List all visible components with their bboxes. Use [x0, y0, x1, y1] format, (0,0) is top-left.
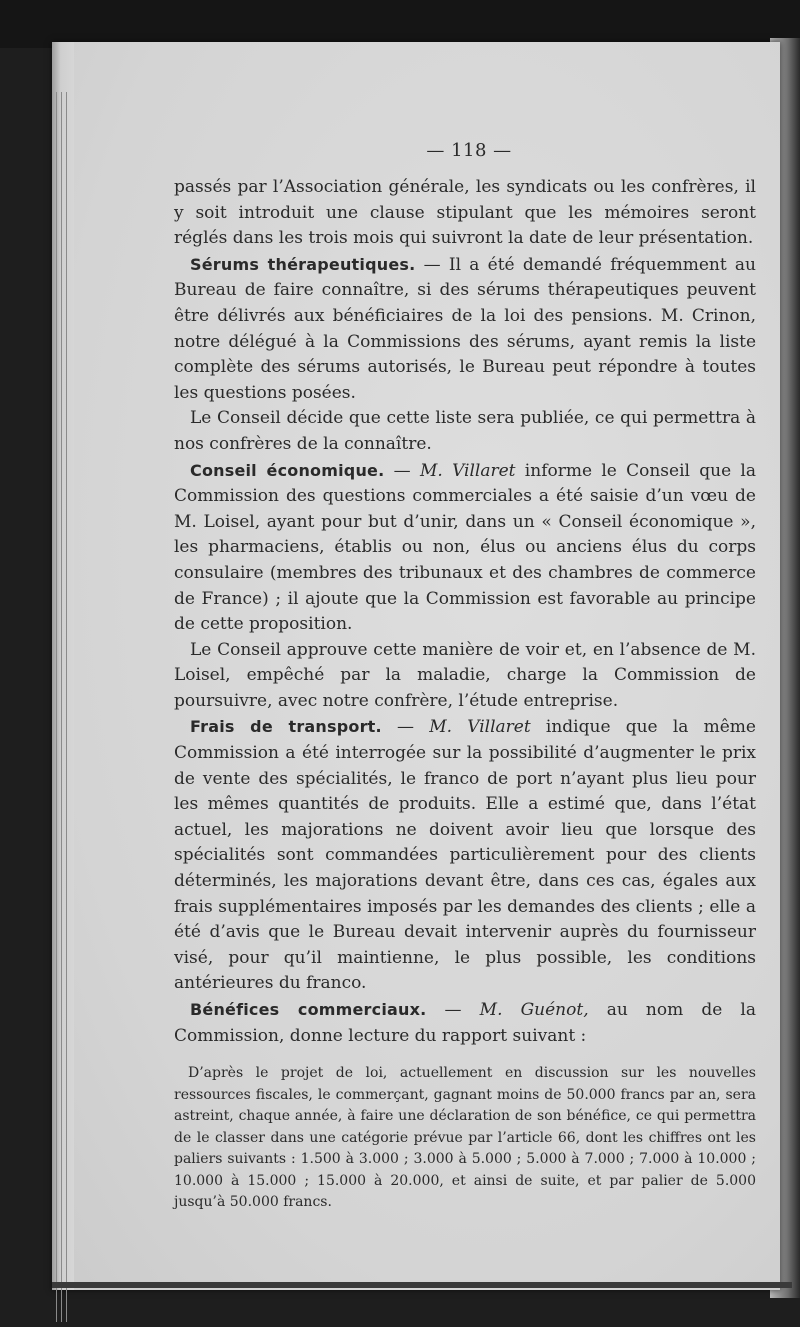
- person-name: M. Villaret: [419, 460, 516, 481]
- page-content: [174, 140, 756, 1214]
- paragraph-conseil-economique: [174, 458, 756, 638]
- dash: —: [426, 1000, 480, 1020]
- paragraph-serums: [174, 252, 756, 407]
- paragraph-benefices: [174, 997, 756, 1049]
- paragraph-serums-text: — Il a été demandé fréquemment au Bureau de faire connaître, si des sérums thérapeutiques peuvent être délivrés aux bénéficiaires de la loi des pensions. M. Crinon, notre délégué à la Commissions des sérums, ayant remis la liste complète des sérums autorisés, le Bureau peut répondre à toutes les questions posées.: [174, 254, 756, 403]
- paragraph-conseil-approuve: Le Conseil approuve cette manière de voir et, en l’absence de M. Loisel, empêché par la maladie, charge la Commission de poursuivre, avec notre confrère, l’étude entreprise.: [174, 639, 756, 711]
- gutter-line: [66, 92, 67, 1322]
- paragraph-conseil-decide: Le Conseil décide que cette liste sera publiée, ce qui permettra à nos confrères de la connaître.: [174, 408, 756, 454]
- heading-benefices: Bénéfices commerciaux.: [190, 1000, 427, 1019]
- scan-background: [0, 0, 800, 48]
- heading-conseil-economique: Conseil économique.: [190, 460, 385, 480]
- report-quote-text: D’après le projet de loi, actuellement en discussion sur les nouvelles ressources fiscales, le commerçant, gagnant moins de 50.000 francs par an, sera astreint, chaque année, à faire une déclaration de son bénéfice, ce qui permettra de le classer dans une catégorie prévue par l’article 66, dont les chiffres ont les paliers suivants : 1.500 à 3.000 ; 3.000 à 5.000 ; 5.000 à 7.000 ; 7.000 à 10.000 ; 10.000 à 15.000 ; 15.000 à 20.000, et ainsi de suite, et par palier de 5.000 jusqu’à 50.000 francs.: [174, 1065, 756, 1211]
- page-number: — 118 —: [426, 140, 512, 161]
- paragraph-frais-transport: [174, 714, 756, 997]
- paragraph-frais-transport-text: indique que la même Commission a été interrogée sur la possibilité d’augmenter le prix de vente des spécialités, le franco de port n’ayant plus lieu pour les mêmes quantités de produits. Elle a estimé que, dans l’état actuel, les majorations ne doivent avoir lieu que lorsque des spécialités sont commandées particulièrement pour des clients déterminés, les majorations devant être, dans ces cas, égales aux frais supplémentaires imposés par les demandes des clients ; elle a été d’avis que le Bureau devait intervenir auprès du fournisseur visé, pour qu’il maintienne, le plus possible, les conditions antérieures du franco.: [174, 717, 756, 994]
- page-gutter: [52, 42, 74, 1290]
- person-name: M. Villaret: [429, 717, 531, 738]
- paragraph-benefices-text: au nom de la Commission, donne lecture du rapport suivant :: [174, 1000, 756, 1046]
- report-quote: [174, 1063, 756, 1214]
- gutter-line: [61, 92, 62, 1322]
- heading-frais-transport: Frais de transport.: [190, 717, 382, 737]
- paragraph-1: passés par l’Association générale, les syndicats ou les confrères, il y soit introduit une clause stipulant que les mémoires seront réglés dans les trois mois qui suivront la date de leur présentation.: [174, 177, 756, 249]
- dash: —: [381, 717, 430, 738]
- paragraph-conseil-economique-text: informe le Conseil que la Commission des questions commerciales a été saisie d’un vœu de M. Loisel, ayant pour but d’unir, dans un « Conseil économique », les pharmaciens, établis ou non, élus ou anciens élus du corps consulaire (membres des tribunaux et des chambres de commerce de France) ; il ajoute que la Commission est favorable au principe de cette proposition.: [174, 460, 756, 635]
- person-name: M. Guénot,: [479, 1000, 589, 1020]
- dash: —: [384, 460, 420, 481]
- page-bottom-edge: [52, 1282, 792, 1288]
- gutter-line: [56, 92, 57, 1322]
- heading-serums: Sérums thérapeutiques.: [190, 254, 416, 274]
